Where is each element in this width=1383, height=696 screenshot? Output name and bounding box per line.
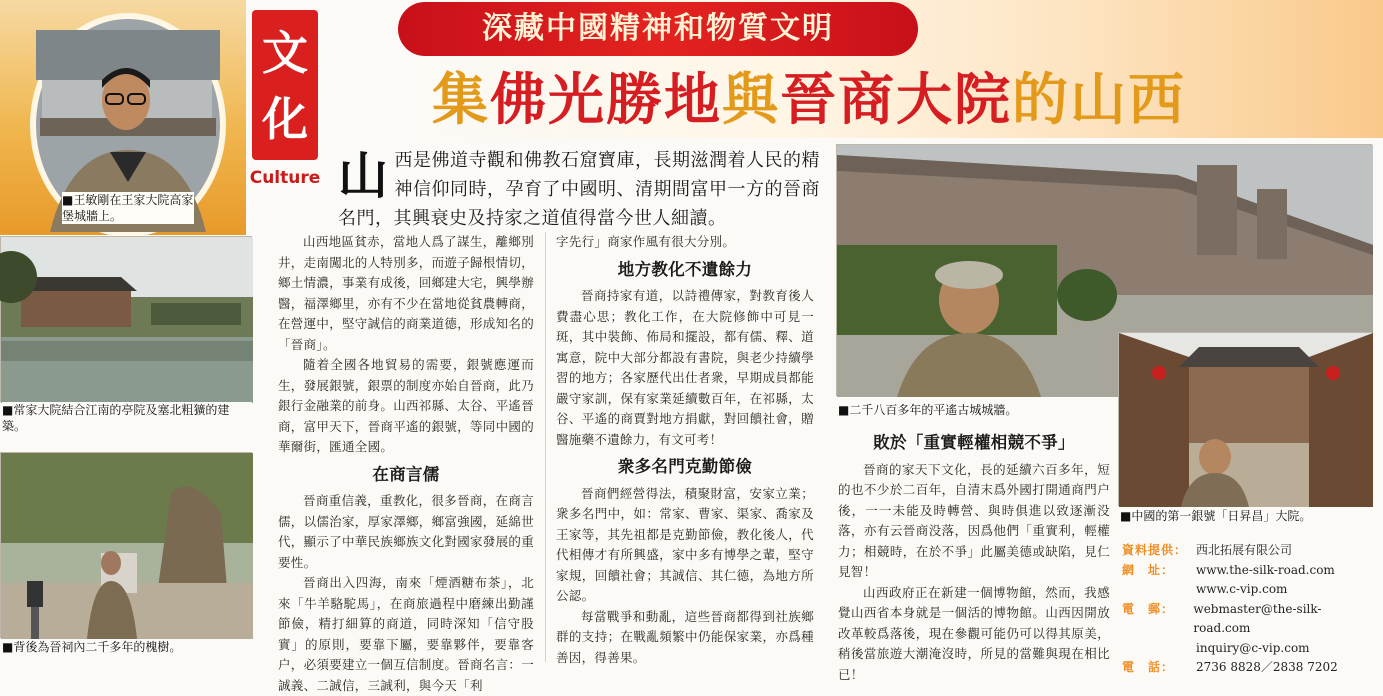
headline-part-4: 晉商大院 [780,67,1012,133]
lead-dropcap: 山 [338,146,389,205]
article-column-2 [556,232,814,668]
caption-citywall: ■二千八百多年的平遙古城城牆。 [838,402,1118,418]
col3-paragraph-2: 山西政府正在新建一個博物館，然而，我感覺山西省本身就是一個活的博物館。山西因開放改革較爲落後，現在參觀可能仍可以得其原美，稍後當旅遊大潮淹沒時，所見的當難與現在相比已！ [838,584,1110,682]
col2-paragraph-2: 晉商們經營得法，積聚財富，安家立業；衆多名門中，如：常家、曹家、渠家、喬家及王家等，其先祖都是克勤節儉，教化後人，代代相傳才有所興盛，家中多有博學之輩，堅守家規，回饋社會；其誠信、其仁德，為地方所公認。 [556,485,814,603]
caption-portrait: ■王敏剛在王家大院高家堡城牆上。 [62,193,194,223]
pavilion-photo [0,236,252,402]
col1-paragraph-4: 晉商出入四海，南來「煙酒糖布茶」，北來「牛羊駱駝馬」，在商旅過程中磨練出勤謹節儉，精打細算的商道，同時深知「信守股實」的原則，要靠下屬，要靠夥伴，要靠客户，必須要建立一個互信制度。晉商名言：一誠義、二誠信，三誠利，與今天「利 [278,575,535,693]
info-row-website-2 [1122,580,1372,600]
subtitle: 深藏中國精神和物質文明 [482,11,834,46]
headline-part-5: 的山西 [1012,67,1186,133]
bank-photo [1118,332,1372,506]
info-phone-label: 電 話： [1122,660,1175,674]
article-column-1 [278,232,534,696]
info-website-label: 網 址： [1122,562,1175,577]
col1-paragraph-1: 山西地區貧赤，當地人爲了謀生，離鄉別井，走南闖北的人特別多，而遊子歸根情切，鄉土情濃，事業有成後，回鄉建大宅，興學辦醫，福澤鄉里，亦有不少在當地從貧農轉商，在營運中，堅守誠信的商業道德，形成知名的「晉商」。 [278,234,535,352]
col1-paragraph-3: 晉商重信義，重教化，很多晉商，在商言儒，以儒治家，厚家澤鄉，鄉富強國，延綿世代，顯示了中華民族鄉族文化對國家發展的重要性。 [278,493,535,570]
tree-photo-art [1,453,253,639]
col2-heading-education: 地方教化不遺餘力 [617,259,753,279]
info-row-phone [1122,658,1372,678]
source-info-box [1122,541,1372,678]
info-email-value-2[interactable]: inquiry@c-vip.com [1196,640,1310,655]
culture-section-mark [246,10,324,196]
pavilion-photo-art [1,237,253,403]
tree-photo [0,452,252,638]
info-row-source [1122,541,1372,561]
headline-part-2: 佛光勝地 [490,67,722,133]
info-website-value-1[interactable]: www.the-silk-road.com [1196,562,1335,577]
col1-paragraph-2: 隨着全國各地貿易的需要，銀號應運而生，發展銀號，銀票的制度亦始自晉商，此乃銀行金融業的前身。山西祁縣、太谷、平遙晉商，富甲天下，晉商平遙的銀號，等同中國的華爾街，匯通全國。 [278,357,535,454]
lead-paragraph [338,146,830,233]
col2-paragraph-3: 每當戰爭和動亂，這些晉商都得到社族鄉群的支持；在戰亂頻繁中仍能保家業，亦爲種善因，得善果。 [556,608,814,665]
info-row-email-2 [1122,639,1372,659]
col2-paragraph-0: 字先行」商家作風有很大分別。 [556,234,736,249]
info-email-label: 電 郵： [1122,601,1175,616]
bank-photo-art [1119,333,1373,507]
col2-paragraph-1: 晉商持家有道，以詩禮傳家，對教育後人費盡心思；教化工作，在大院修飾中可見一斑，其中裝飾、佈局和擺設，都有儒、釋、道寓意，院中大部分都設有書院，與老少持續學習的地方；各家歷代出仕者衆，早期成員都能嚴守家訓，保有家業延續數百年，在祁縣，太谷、平遙的商賈對地方捐獻，對回饋社會，贈醫施藥不遺餘力，有文可考！ [556,288,814,447]
culture-seal-char: 文化 [262,26,308,146]
info-website-value-2[interactable]: www.c-vip.com [1196,582,1288,596]
info-spacer [1122,580,1196,600]
col1-heading-confucian-merchant: 在商言儒 [372,464,440,484]
headline-part-1: 集 [432,67,490,133]
column-divider-1 [545,232,546,662]
caption-tree: ■背後為晉祠內二千多年的槐樹。 [2,639,252,655]
caption-bank: ■中國的第一銀號「日昇昌」大院。 [1120,508,1372,524]
info-source-value: 西北拓展有限公司 [1196,543,1293,557]
info-phone-value: 2736 8828／2838 7202 [1196,660,1338,674]
lead-text: 西是佛道寺觀和佛教石窟寶庫，長期滋潤着人民的精神信仰同時，孕育了中國明、清期間富甲一方的晉商名門，其興衰史及持家之道值得當今世人細讀。 [338,150,820,229]
col3-paragraph-1: 晉商的家天下文化，長的延續六百多年，短的也不少於二百年，自清末爲外國打開通商門户後，一一未能及時轉營、與時俱進以致逐漸没落，亦有云晉商没落，因爲他們「重實利，輕權力；相競時，在於不爭」此屬美德或缺陷，見仁見智！ [838,461,1110,579]
info-row-website [1122,561,1372,581]
culture-word: Culture [249,168,321,188]
info-email-value-1[interactable]: webmaster@the-silk-road.com [1193,601,1322,635]
info-spacer-2 [1122,639,1196,659]
col2-heading-thrift: 衆多名門克勤節儉 [617,457,753,476]
headline [432,60,1332,140]
headline-part-3: 與 [722,67,780,133]
info-row-email [1122,600,1372,639]
caption-pavilion: ■常家大院結合江南的亭院及塞北粗獷的建築。 [2,402,252,434]
article-column-3 [838,426,1110,685]
col3-heading-decline: 敗於「重實輕權相競不爭」 [873,433,1075,452]
info-source-label: 資料提供： [1122,543,1188,557]
